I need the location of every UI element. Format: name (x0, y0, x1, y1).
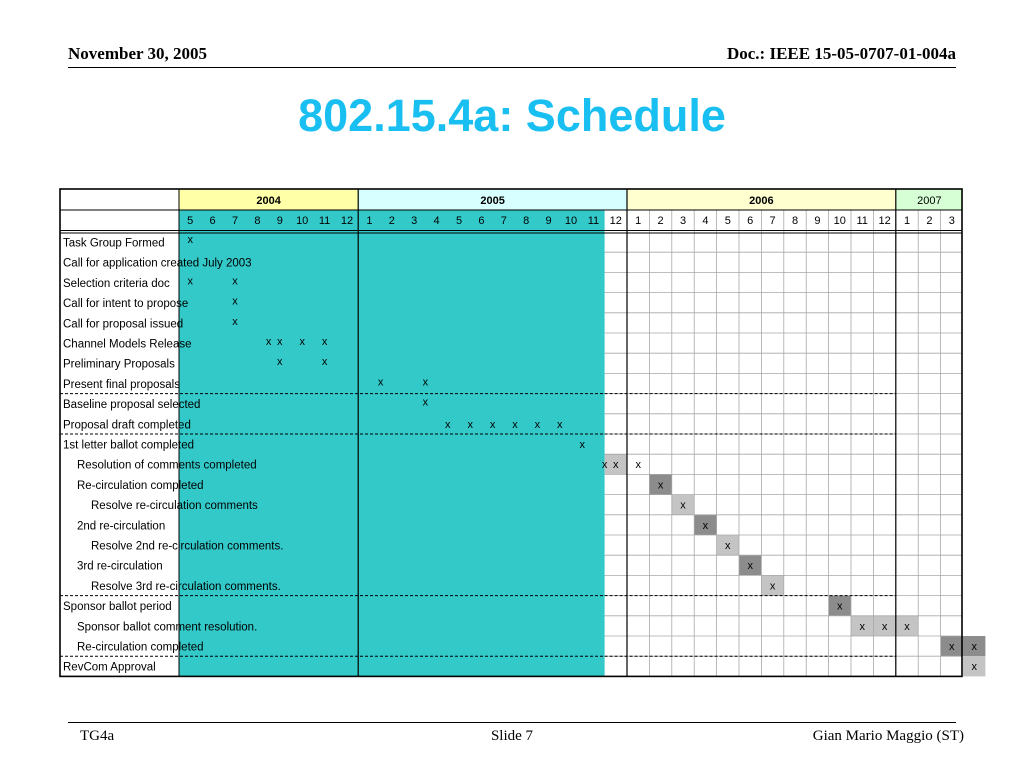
month-label: 12 (340, 215, 354, 227)
task-label: Call for application created July 2003 (63, 257, 252, 270)
milestone-mark: x (232, 275, 238, 288)
milestone-mark: x (971, 661, 977, 674)
milestone-mark: x (680, 499, 686, 512)
milestone-mark: x (445, 418, 451, 431)
month-label: 3 (948, 215, 955, 227)
milestone-mark: x (557, 418, 563, 431)
milestone-mark: x (769, 580, 776, 593)
milestone-mark: x (265, 336, 272, 348)
year-label-2006: 2006 (749, 195, 774, 207)
month-label: 9 (276, 215, 283, 227)
task-label: Call for proposal issued (63, 318, 184, 331)
task-label: Task Group Formed (63, 237, 165, 250)
task-label: Sponsor ballot period (63, 601, 172, 614)
elapsed-period-band (179, 210, 605, 676)
month-label: 1 (903, 215, 911, 227)
milestone-mark: x (232, 295, 238, 308)
milestone-mark: x (277, 356, 283, 369)
month-label: 7 (769, 215, 776, 227)
task-label: Resolution of comments completed (77, 459, 257, 472)
footer-rule (68, 722, 956, 723)
task-label: Resolve re-circulation comments (91, 500, 258, 513)
month-label: 12 (878, 215, 891, 227)
task-label: 3rd re-circulation (77, 560, 163, 573)
milestone-mark: x (579, 439, 585, 451)
month-label: 4 (702, 215, 709, 227)
task-label: RevCom Approval (63, 661, 156, 674)
milestone-mark: x (187, 275, 193, 288)
milestone-mark: x (534, 418, 541, 431)
month-label: 6 (478, 215, 485, 227)
milestone-mark: x (601, 459, 608, 472)
slide-title: 802.15.4a: Schedule (298, 90, 726, 141)
month-label: 3 (679, 215, 687, 227)
footer-slide-number: Slide 7 (490, 728, 534, 744)
milestone-mark: x (613, 459, 619, 472)
milestone-mark: x (949, 641, 955, 653)
task-label: Re-circulation completed (77, 641, 204, 654)
month-label: 12 (609, 215, 622, 227)
milestone-mark: x (232, 315, 238, 328)
month-label: 6 (747, 215, 754, 227)
milestone-mark: x (299, 336, 305, 348)
milestone-mark: x (489, 418, 496, 431)
milestone-mark: x (971, 641, 977, 653)
milestone-mark: x (859, 620, 865, 633)
month-label: 5 (724, 215, 731, 227)
task-label: Preliminary Proposals (63, 358, 175, 371)
task-label: 2nd re-circulation (77, 520, 166, 533)
month-label: 8 (254, 215, 261, 227)
milestone-mark: x (277, 336, 283, 348)
month-label: 4 (433, 215, 440, 227)
milestone-mark: x (702, 519, 709, 532)
task-label: Channel Models Release (63, 338, 192, 351)
footer-left: TG4a (80, 728, 115, 744)
month-label: 1 (635, 215, 642, 227)
milestone-mark: x (422, 396, 429, 409)
footer-author: Gian Mario Maggio (ST) (812, 728, 964, 744)
milestone-mark: x (512, 418, 518, 431)
milestone-mark: x (747, 560, 753, 573)
month-label: 7 (231, 215, 239, 227)
milestone-mark: x (422, 376, 429, 389)
milestone-mark: x (657, 479, 664, 492)
month-label: 11 (856, 215, 868, 227)
month-label: 1 (366, 215, 373, 227)
task-label: Call for intent to propose (63, 298, 189, 311)
milestone-mark: x (321, 356, 328, 369)
month-label: 7 (500, 215, 507, 227)
milestone-mark: x (837, 600, 843, 613)
month-label: 5 (455, 215, 463, 227)
year-label-2004: 2004 (256, 195, 281, 207)
month-label: 2 (926, 215, 933, 227)
header-date: November 30, 2005 (68, 44, 207, 63)
task-label: Resolve 2nd re-circulation comments. (91, 540, 284, 553)
milestone-mark: x (881, 620, 888, 633)
month-label: 11 (587, 215, 600, 227)
month-label: 3 (411, 215, 418, 227)
task-label: Selection criteria doc (63, 277, 170, 290)
year-label-2007: 2007 (917, 195, 942, 207)
milestone-mark: x (904, 620, 910, 633)
milestone-mark: x (321, 336, 328, 348)
month-label: 10 (296, 215, 309, 227)
year-label-2005: 2005 (480, 195, 505, 207)
month-label: 5 (187, 215, 194, 227)
task-label: 1st letter ballot completed (63, 439, 195, 452)
milestone-mark: x (187, 234, 193, 246)
month-label: 10 (833, 215, 846, 227)
month-label: 8 (523, 215, 530, 227)
month-label: 8 (791, 215, 799, 227)
milestone-mark: x (635, 459, 641, 472)
month-label: 9 (545, 215, 552, 227)
month-label: 9 (814, 215, 821, 227)
milestone-mark: x (725, 540, 731, 552)
task-label: Proposal draft completed (63, 419, 191, 432)
month-label: 6 (209, 215, 216, 227)
task-label: Present final proposals (63, 378, 180, 391)
milestone-mark: x (467, 418, 473, 431)
header-doc-id: Doc.: IEEE 15-05-0707-01-004a (726, 44, 956, 63)
month-label: 11 (318, 215, 331, 227)
milestone-mark: x (377, 376, 384, 389)
task-label: Resolve 3rd re-circulation comments. (91, 580, 281, 593)
month-label: 2 (388, 215, 395, 227)
month-label: 10 (564, 215, 578, 227)
task-label: Sponsor ballot comment resolution. (77, 621, 258, 634)
task-label: Re-circulation completed (77, 479, 204, 492)
month-label: 2 (657, 215, 664, 227)
task-label: Baseline proposal selected (63, 399, 201, 412)
